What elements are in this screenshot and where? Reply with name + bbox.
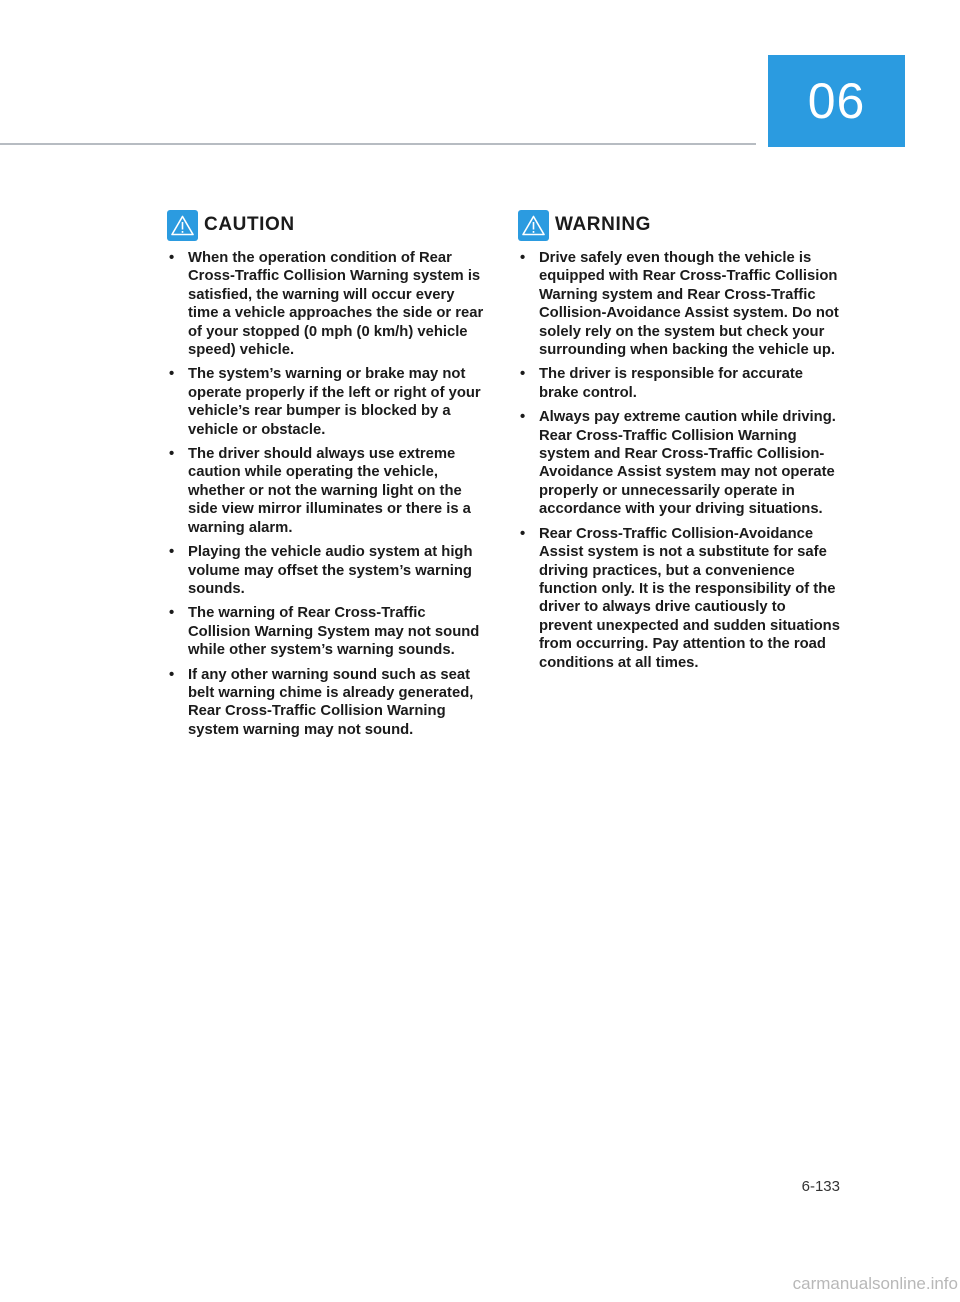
list-item-text: When the operation condition of Rear Cross-Traffic Collision Warning system is satisfied, the warning will occur every time a vehicle approaches the side or rear of your stopped (0 mph (0 km/h) vehicle speed) vehicle. xyxy=(188,250,484,359)
list-item: • The driver is responsible for accurate brake control. xyxy=(520,366,803,401)
warning-title: WARNING xyxy=(555,214,652,235)
caution-title: CAUTION xyxy=(204,214,295,235)
list-item-text: Drive safely even though the vehicle is equipped with Rear Cross-Traffic Collision Warning system and Rear Cross-Traffic Collision-Avoidance Assist system. Do not solely rely on the system but check your surrounding when backing the vehicle up. xyxy=(539,250,839,359)
warning-triangle-icon xyxy=(167,210,198,241)
list-item-text: The driver is responsible for accurate brake control. xyxy=(539,366,803,401)
list-item: • Always pay extreme caution while driving. Rear Cross-Traffic Collision Warning system and Rear Cross-Traffic Collision-Avoidance Assist system may not operate properly or unnecessarily operate in accordance with your driving situations. xyxy=(520,409,836,518)
header-rule xyxy=(0,143,756,145)
chapter-tab xyxy=(768,55,905,147)
list-item: • Playing the vehicle audio system at high volume may offset the system’s warning sounds. xyxy=(169,544,473,597)
list-item-text: If any other warning sound such as seat belt warning chime is already generated, Rear Cross-Traffic Collision Warning system warning may not sound. xyxy=(188,666,474,738)
page-number: 6-133 xyxy=(801,1178,840,1195)
list-item: • If any other warning sound such as seat belt warning chime is already generated, Rear Cross-Traffic Collision Warning system warning may not sound. xyxy=(169,666,474,738)
list-item-text: Always pay extreme caution while driving. Rear Cross-Traffic Collision Warning system and Rear Cross-Traffic Collision-Avoidance Assist system may not operate properly or unnecessarily operate in accordance with your driving situations. xyxy=(539,409,836,518)
list-item-text: Rear Cross-Traffic Collision-Avoidance Assist system is not a substitute for safe driving practices, but a convenience function only. It is the responsibility of the driver to always drive cautiously to prevent unexpected and sudden situations from occurring. Pay attention to the road conditions at all times. xyxy=(539,525,840,671)
list-item: • The driver should always use extreme caution while operating the vehicle, whether or not the warning light on the side view mirror illuminates or there is a warning alarm. xyxy=(169,446,471,536)
list-item: • When the operation condition of Rear Cross-Traffic Collision Warning system is satisfied, the warning will occur every time a vehicle approaches the side or rear of your stopped (0 mph (0 km/h) vehicle speed) vehicle. xyxy=(169,250,484,359)
list-item: • Rear Cross-Traffic Collision-Avoidance Assist system is not a substitute for safe driving practices, but a convenience function only. It is the responsibility of the driver to always drive cautiously to prevent unexpected and sudden situations from occurring. Pay attention to the road conditions at all times. xyxy=(520,525,840,671)
warning-header xyxy=(518,208,840,242)
list-item-text: Playing the vehicle audio system at high volume may offset the system’s warning sounds. xyxy=(188,544,473,597)
chapter-number: 06 xyxy=(807,73,866,129)
warning-triangle-icon xyxy=(518,210,549,241)
list-item-text: The warning of Rear Cross-Traffic Collision Warning System may not sound while other system’s warning sounds. xyxy=(188,605,480,659)
warning-box xyxy=(518,208,840,678)
watermark: carmanualsonline.info xyxy=(792,1274,958,1293)
list-item: • The system’s warning or brake may not operate properly if the left or right of your vehicle’s rear bumper is blocked by a vehicle or obstacle. xyxy=(169,366,481,438)
warning-list xyxy=(518,249,840,672)
list-item-text: The driver should always use extreme caution while operating the vehicle, whether or not the warning light on the side view mirror illuminates or there is a warning alarm. xyxy=(188,446,471,536)
caution-box xyxy=(167,208,485,745)
caution-header xyxy=(167,208,485,242)
list-item-text: The system’s warning or brake may not operate properly if the left or right of your vehicle’s rear bumper is blocked by a vehicle or obstacle. xyxy=(188,366,481,438)
caution-list xyxy=(167,249,485,739)
list-item: • The warning of Rear Cross-Traffic Collision Warning System may not sound while other system’s warning sounds. xyxy=(169,605,480,659)
list-item: • Drive safely even though the vehicle is equipped with Rear Cross-Traffic Collision Warning system and Rear Cross-Traffic Collision-Avoidance Assist system. Do not solely rely on the system but check your surrounding when backing the vehicle up. xyxy=(520,250,839,359)
